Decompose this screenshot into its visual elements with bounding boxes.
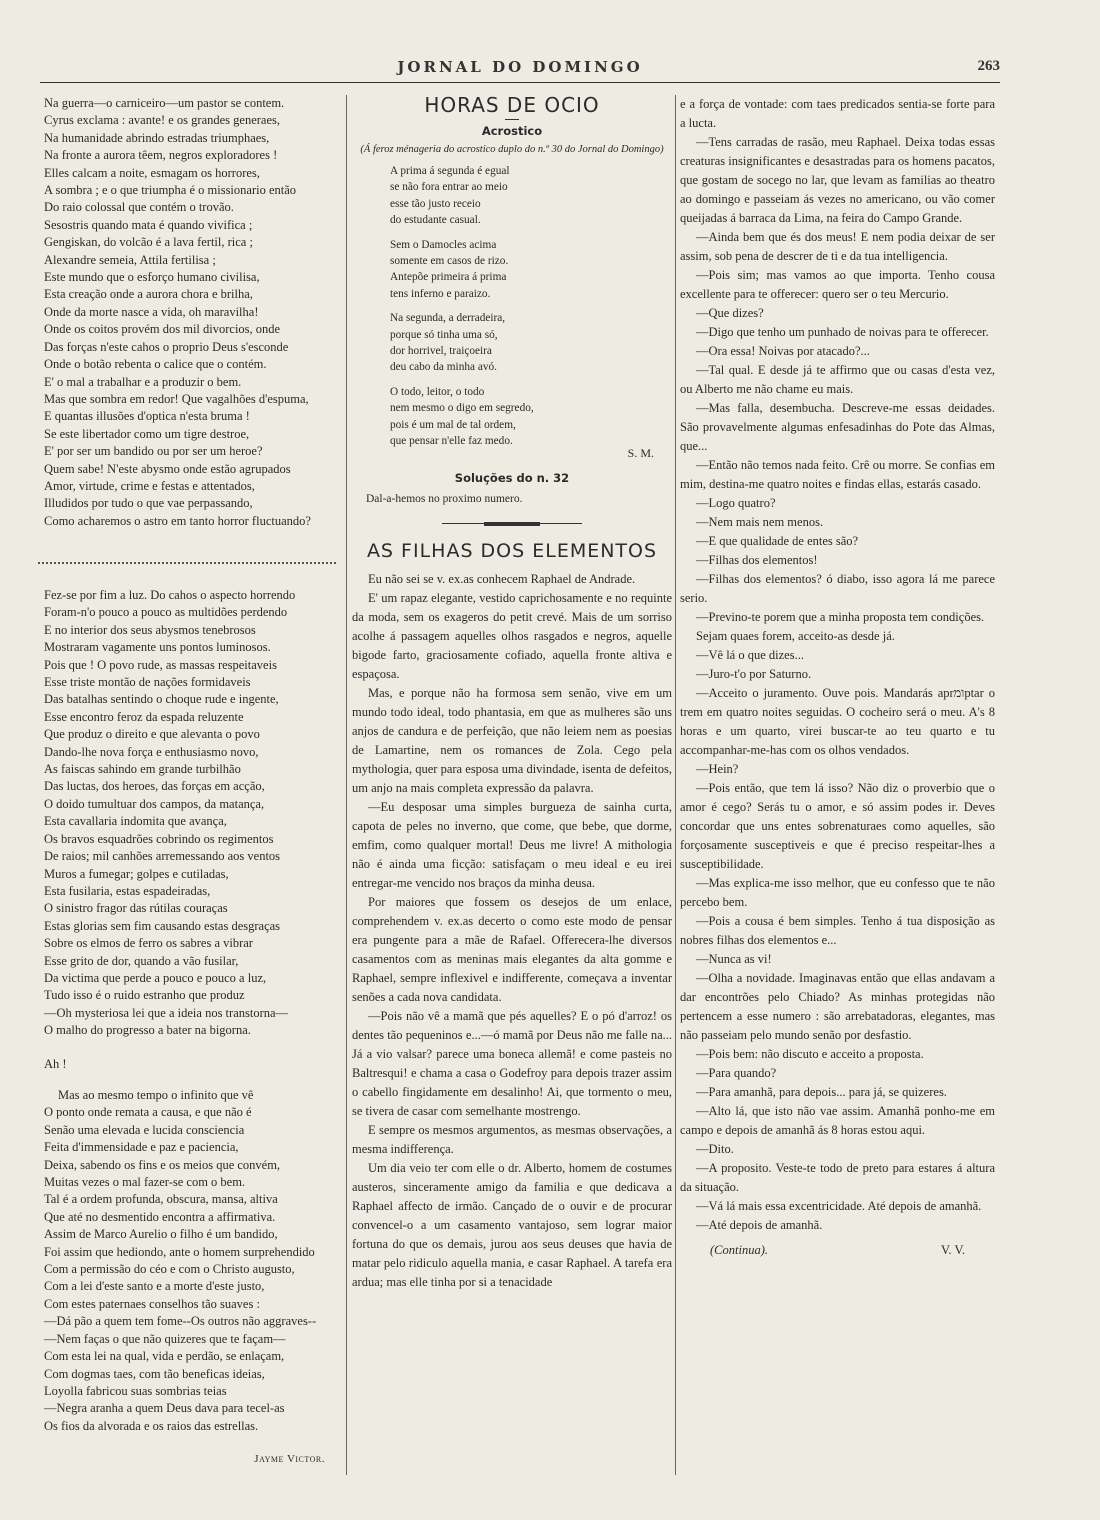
page-number: 263 [977, 58, 1000, 74]
stanza-line: A prima á segunda é egual [390, 165, 510, 177]
stanza-line: Antepõe primeira á prima [390, 271, 507, 284]
column-divider [346, 95, 347, 1475]
story-paragraph: —Pois sim; mas vamos ao que importa. Tenho cousa excellente para te offerecer: quero ser o teu Mercurio. [680, 268, 995, 301]
continua-label: (Continua). [710, 1243, 768, 1257]
acrostico-stanza [390, 163, 672, 229]
solucoes-text: Dal-a-hemos no proximo numero. [366, 492, 523, 505]
story-paragraph: Por maiores que fossem os desejos de um enlace, comprehendem v. ex.as decerto o como este modo de pensar era pungente para a mãe de Rafael. Offerecera-lhe diversos casamentos com as meninas mais elegantes da alta gomme e Raphael, sempre inflexivel e indifferente, começava a inventar senões a cada nova candidata. [352, 894, 672, 1004]
stanza-line: do estudante casual. [390, 214, 481, 227]
poem-line: Este mundo que o esforço humano civilisa, [44, 270, 260, 285]
right-column [680, 95, 995, 1258]
dotted-separator [38, 562, 336, 564]
story-paragraph: —Nem mais nem menos. [696, 515, 824, 529]
story-paragraph: —Para quando? [696, 1066, 777, 1080]
story-paragraph: —Nunca as vi! [696, 952, 772, 966]
poem-line: Illudidos por tudo o que vae perpassando, [44, 496, 253, 511]
poem-line: Esse encontro feroz da espada reluzente [44, 709, 244, 724]
poem-line: Deixa, sabendo os fins e os meios que convém, [44, 1157, 281, 1172]
story-paragraph: —Até depois de amanhã. [696, 1218, 823, 1232]
story-paragraph: —Mas explica-me isso melhor, que eu confesso que te não percebo bem. [680, 876, 995, 909]
poem-line: Amor, virtude, crime e festas e attentados, [44, 478, 255, 493]
poem-line: O sinistro fragor das rútilas couraças [44, 901, 228, 916]
poem-line: Na fronte a aurora têem, negros exploradores ! [44, 148, 278, 163]
filhas-title: AS FILHAS DOS ELEMENTOS [366, 539, 658, 562]
poem-line: Sesostris quando mata é quando vivifica ; [44, 217, 253, 232]
poem-line: Mas ao mesmo tempo o infinito que vê [58, 1088, 254, 1102]
acrostico-label: Acrostico [481, 124, 543, 138]
poem-line: Esta cavallaria indomita que avança, [44, 814, 227, 829]
poem-line: Muitas vezes o mal fazer-se com o bem. [44, 1175, 246, 1190]
story-paragraph: —E que qualidade de entes são? [696, 534, 859, 548]
section-rule [442, 523, 582, 524]
poem-line: O ponto onde remata a causa, e que não é [44, 1105, 252, 1120]
stanza-line: que pensar n'elle faz medo. [390, 435, 513, 448]
acrostico-note: (Á feroz ménageria do acrostico duplo do n.º 30 do Jornal do Domingo) [360, 144, 664, 155]
poem-line: Com estes paternaes conselhos tão suaves : [44, 1296, 260, 1311]
poem-line: Com esta lei na qual, vida e perdão, se enlaçam, [44, 1349, 285, 1364]
poem-line: E' por ser um bandido ou por ser um heroe? [44, 444, 263, 459]
poem-part-3 [44, 1087, 316, 1435]
poem-line: Que produz o direito e que alevanta o povo [44, 727, 260, 742]
poem-line: Com a permissão do céo e com o Christo augusto, [44, 1262, 295, 1277]
story-paragraph: —Digo que tenho um punhado de noivas para te offerecer. [696, 325, 989, 339]
middle-column [352, 95, 672, 1292]
story-paragraph: —Acceito o juramento. Ouve pois. Mandarás aprומptar o trem em quatro noites seguidas. O cocheiro será o meu. A's 8 horas e um quarto, virei buscar-te ao teu quarto e tu accompanhar-me-has com os olhos vendados. [680, 686, 995, 757]
story-paragraph: —Tens carradas de rasão, meu Raphael. Deixa todas essas creaturas insignificantes e desastradas para os homens pacatos, que gostam de socego no lar, que levam as familias ao theatro ao domingo e passeiam ás vezes no americano, ou vão comer queijadas á barraca da Lima, na feira do Campo Grande. [680, 135, 995, 225]
story-paragraph: —Ora essa! Noivas por atacado?... [696, 344, 870, 358]
poem-line: —Dá pão a quem tem fome--Os outros não aggraves-- [44, 1314, 317, 1329]
poem-line: Esta fusilaria, estas espadeiradas, [44, 883, 211, 898]
story-paragraph: —Logo quatro? [696, 496, 776, 510]
story-paragraph: —Pois a cousa é bem simples. Tenho á tua disposição as nobres filhas dos elementos e... [680, 914, 995, 947]
solucoes-title: Soluções do n. 32 [454, 470, 570, 485]
poem-line: Esse triste montão de nações formidaveis [44, 675, 251, 690]
journal-title: JORNAL DO DOMINGO [397, 58, 643, 76]
poem-line: E' o mal a trabalhar e a produzir o bem. [44, 374, 242, 389]
stanza-line: tens inferno e paraizo. [390, 287, 491, 300]
stanza-line: Sem o Damocles acima [390, 238, 497, 251]
acrostico-signature: S. M. [627, 445, 654, 460]
story-paragraph: —Eu desposar uma simples burgueza de sainha curta, capota de peles no inverno, que come, que bebe, que dorme, emfim, como qualquer mortal! Deus me livre! A mithologia não é ainda uma ficção: satisfaçam o meu ideal e eu irei entregar-me vencido nos braços da minha deusa. [352, 799, 672, 890]
story-paragraph: —Pois não vê a mamã que pés aquelles? E o pó d'arroz! os dentes tão pequeninos e...—ó mamã por Deus não me falle na... Já a vio valsar? parece uma boneca allemã! e come pasteis no Baltresqui! e chama a casa o Godefroy para depois trazer assim o cabello fingidamente em desalinho! Ai, que tormento o meu, se tivera de casar com semelhante mostrengo. [352, 1008, 672, 1118]
poem-line: Muros a fumegar; golpes e cutiladas, [44, 866, 229, 881]
poem-line: Estas glorias sem fim causando estas desgraças [44, 918, 281, 933]
poem-line: Elles calcam a noite, esmagam os horrores, [44, 165, 260, 180]
poem-line: Com dogmas taes, com tão beneficas ideias, [44, 1366, 265, 1381]
poem-line: E no interior dos seus abysmos tenebrosos [44, 622, 256, 637]
story-paragraph: E' um rapaz elegante, vestido caprichosamente e no requinte da moda, sem os exageros do petit crevé. Mais de um sorriso acolhe á passagem aquelles olhos rasgados e negros, aquelle bigode farto, graciosamente cofiado, aquella fronte altiva e espaçosa. [352, 590, 672, 681]
story-paragraph: —Juro-t'o por Saturno. [696, 667, 812, 681]
poem-exclamation: Ah ! [44, 1057, 67, 1071]
poem-line: De raios; mil canhões arremessando aos ventos [44, 849, 281, 864]
story-paragraph: —Dito. [696, 1142, 734, 1156]
horas-de-ocio-title: HORAS DE OCIO [424, 93, 600, 117]
poem-line: Esta creação onde a aurora chora e brilha, [44, 287, 253, 302]
poem-line: Das forças n'este cahos o proprio Deus s'esconde [44, 339, 289, 354]
poem-line: Esse grito de dor, quando a vão fusilar, [44, 953, 239, 968]
story-paragraph: —Que dizes? [696, 306, 764, 320]
story-paragraph: —Alto lá, que isto não vae assim. Amanhã ponho-me em campo e depois de amanhã ás 8 horas estou aqui. [680, 1104, 995, 1137]
poem-line: Na guerra—o carniceiro—um pastor se contem. [44, 96, 285, 110]
poem-line: Das luctas, dos heroes, das forças em acção, [44, 779, 265, 794]
story-paragraph: Mas, e porque não ha formosa sem senão, vive em um mundo todo ideal, todo phantasia, em que as mulheres são uns anjos de candura e de perfeição, que não leiem nem as poesias de Lamartine, nem os romances de Zola. Cego pela mythologia, quer para esposa uma divindade, isenta de defeitos, um anjo na mais completa expressão da palavra. [352, 685, 672, 795]
poem-line: Que até no desmentido encontra a affirmativa. [44, 1209, 276, 1224]
story-signature: V. V. [941, 1243, 965, 1257]
stanza-line: esse tão justo receio [390, 197, 481, 210]
poem-line: Fez-se por fim a luz. Do cahos o aspecto horrendo [44, 588, 296, 602]
stanza-line: dor horrivel, traiçoeira [390, 345, 492, 358]
story-paragraph: —Vá lá mais essa excentricidade. Até depois de amanhã. [696, 1199, 982, 1213]
story-paragraph: —Então não temos nada feito. Crê ou morre. Se confias em mim, destina-me quatro noites e findas ellas, estarás casado. [680, 458, 995, 491]
story-paragraph: Sejam quaes forem, acceito-as desde já. [696, 629, 895, 643]
story-paragraph: —Filhas dos elementos! [696, 553, 818, 567]
story-paragraph: —Pois bem: não discuto e acceito a proposta. [696, 1047, 924, 1061]
story-paragraph: —Pois então, que tem lá isso? Não diz o proverbio que o amor é cego? Serás tu o amor, e só assim podes ir. Deves concordar que uns entes sobrenaturaes como aquelles, são forçosamente susceptiveis e que é preciso respeitar-lhes a susceptibilidade. [680, 781, 995, 871]
story-paragraph: —Mas falla, desembucha. Descreve-me essas deidades. São provavelmente algumas enfesadinhas do Pote das Almas, que... [680, 401, 995, 453]
poem-line: Assim de Marco Aurelio o filho é um bandido, [44, 1227, 278, 1242]
poem-line: Pois que ! O povo rude, as massas respeitaveis [44, 657, 277, 672]
stanza-line: porque só tinha uma só, [390, 328, 498, 341]
poem-line: Loyolla fabricou suas sombrias teias [44, 1383, 227, 1398]
story-paragraph: Eu não sei se v. ex.as conhecem Raphael de Andrade. [368, 571, 636, 586]
poem-line: Mostraram vagamente uns pontos luminosos. [44, 640, 271, 655]
poem-line: Das batalhas sentindo o choque rude e ingente, [44, 692, 279, 707]
acrostico-stanza [390, 384, 672, 450]
acrostico-stanzas [352, 163, 672, 450]
poem-line: Senão uma elevada e lucida consciencia [44, 1122, 245, 1137]
stanza-line: deu cabo da minha avó. [390, 361, 497, 374]
poem-signature: Jayme Victor. [254, 1453, 325, 1465]
poem-line: Tudo isso é o ruido estranho que produz [44, 988, 245, 1003]
poem-line: Alexandre semeia, Attila fertilisa ; [44, 252, 216, 267]
poem-line: Dando-lhe nova força e enthusiasmo novo, [44, 744, 259, 759]
poem-line: —Oh mysteriosa lei que a ideia nos transtorna— [44, 1005, 289, 1020]
poem-line: Gengiskan, do volcão é a lava fertil, rica ; [44, 235, 253, 250]
poem-line: —Negra aranha a quem Deus dava para tecel-as [44, 1401, 285, 1416]
story-paragraph: —Olha a novidade. Imaginavas então que ellas andavam a dar encontrões pelo Chiado? As minhas protegidas não pertencem a esse numero : são arrebatadoras, elegantes, mas não passeiam pelo mundo senão por desfastio. [680, 971, 995, 1042]
poem-line: Do raio colossal que contém o trovão. [44, 200, 234, 215]
poem-line: Feita d'immensidade e paz e paciencia, [44, 1140, 239, 1155]
column-divider [675, 95, 676, 1475]
story-paragraph: —Tal qual. E desde já te affirmo que ou casas d'esta vez, ou Alberto me não chame eu mais. [680, 363, 995, 396]
poem-line: Onde da morte nasce a vida, oh maravilha! [44, 304, 259, 319]
stanza-line: Na segunda, a derradeira, [390, 312, 506, 325]
poem-line: Quem sabe! N'este abysmo onde estão agrupados [44, 461, 291, 476]
story-paragraph: e a força de vontade: com taes predicados sentia-se forte para a lucta. [680, 97, 995, 130]
poem-line: Os bravos esquadrões cobrindo os regimentos [44, 831, 274, 846]
story-paragraph: —Para amanhã, para depois... para já, se quizeres. [696, 1085, 947, 1099]
story-paragraph: —Previno-te porem que a minha proposta tem condições. [696, 610, 985, 624]
story-paragraph: —Vê lá o que dizes... [696, 648, 804, 662]
poem-line: Onde o botão rebenta o calice que o contém. [44, 357, 267, 372]
poem-line: Sobre os elmos de ferro os sabres a vibrar [44, 936, 253, 951]
story-paragraph: Um dia veio ter com elle o dr. Alberto, homem de costumes austeros, sinceramente amigo da familia e que dedicava a Raphael affecto de irmão. Cançado de o ouvir e de procurar convencel-o a um casamento vantajoso, sem lograr maior fortuna do que os demais, jurou aos seus deuses que havia de matar pelo ridiculo aquella mania, e casar Raphael. A tarefa era ardua; mas elle tinha por si a tenacidade [352, 1160, 672, 1289]
story-paragraph: E sempre os mesmos argumentos, as mesmas observações, a mesma indifferença. [352, 1122, 672, 1156]
stanza-line: pois é um mal de tal ordem, [390, 418, 516, 431]
poem-line: O malho do progresso a bater na bigorna. [44, 1023, 251, 1038]
title-dash [505, 119, 519, 120]
story-text-part-1 [352, 570, 672, 1292]
stanza-line: nem mesmo o digo em segredo, [390, 402, 534, 415]
acrostico-stanza [390, 237, 672, 303]
poem-line: Onde os coitos provém dos mil divorcios, onde [44, 322, 281, 337]
poem-line: Na humanidade abrindo estradas triumphaes, [44, 130, 270, 145]
poem-line: Cyrus exclama : avante! e os grandes generaes, [44, 113, 281, 128]
stanza-line: O todo, leitor, o todo [390, 385, 485, 398]
story-footer [680, 1243, 995, 1258]
poem-part-1 [44, 95, 311, 530]
stanza-line: somente em casos de rizo. [390, 255, 509, 268]
poem-line: Os fios da alvorada e os raios das estrellas. [44, 1418, 259, 1433]
acrostico-stanza [390, 310, 672, 376]
poem-line: Da victima que perde a pouco e pouco a luz, [44, 970, 267, 985]
poem-line: Foram-n'o pouco a pouco as multidões perdendo [44, 605, 288, 620]
story-paragraph: —Hein? [696, 762, 739, 776]
poem-line: —Nem faças o que não quizeres que te façam— [44, 1331, 286, 1346]
poem-part-2 [44, 587, 295, 1040]
page-header [40, 56, 1000, 83]
story-paragraph: —A proposito. Veste-te todo de preto para estares á altura da situação. [680, 1161, 995, 1194]
story-text-part-2 [680, 95, 995, 1235]
poem-line: Mas que sombra em redor! Que vagalhões d'espuma, [44, 391, 309, 406]
poem-line: Tal é a ordem profunda, obscura, mansa, altiva [44, 1192, 278, 1207]
poem-line: Se este libertador como um tigre destroe, [44, 426, 250, 441]
poem-line: Como acharemos o astro em tanto horror fluctuando? [44, 513, 311, 528]
poem-line: E quantas illusões d'optica n'esta bruma ! [44, 409, 250, 424]
story-paragraph: —Filhas dos elementos? ó diabo, isso agora lá me parece serio. [680, 572, 995, 605]
poem-line: Foi assim que hediondo, ante o homem surprehendido [44, 1244, 315, 1259]
poem-line: Com a lei d'este santo e a morte d'este justo, [44, 1279, 265, 1294]
story-paragraph: —Ainda bem que és dos meus! E nem podia deixar de ser assim, sob pena de descrer de ti e da tua intelligencia. [680, 230, 995, 263]
stanza-line: se não fora entrar ao meio [390, 181, 508, 194]
poem-line: As faiscas sahindo em grande turbilhão [44, 762, 241, 777]
poem-line: A sombra ; e o que triumpha é o missionario então [44, 183, 297, 198]
poem-line: O doido tumultuar dos campos, da matança, [44, 796, 265, 811]
